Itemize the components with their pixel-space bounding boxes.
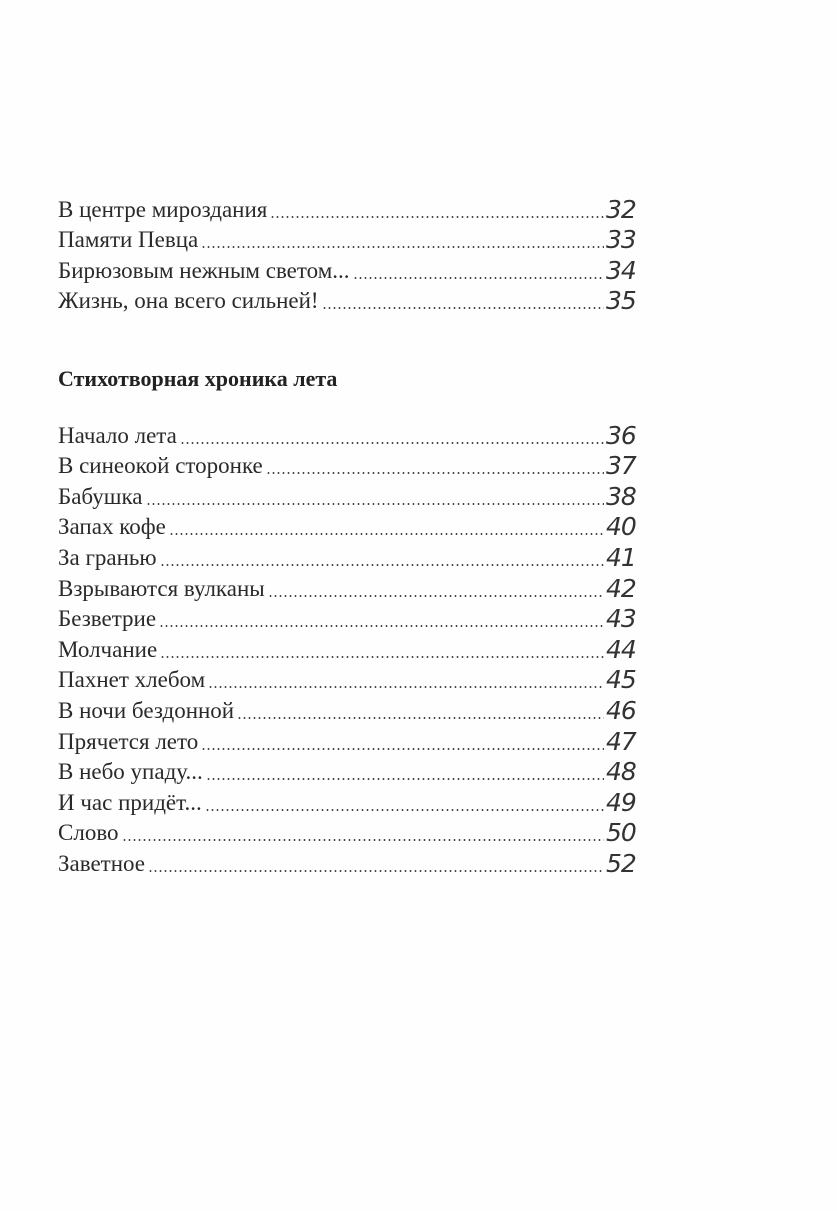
page-number: 35 (606, 286, 636, 316)
entry-title: Заветное (58, 850, 146, 876)
dot-leader (322, 307, 604, 309)
dot-leader (122, 839, 604, 841)
entry-title: Запах кофе (58, 514, 166, 540)
page-number: 47 (606, 726, 636, 756)
entry-title: Пахнет хлебом (58, 667, 206, 693)
entry-title: Начало лета (58, 422, 177, 448)
dot-leader (208, 686, 604, 688)
page-number: 46 (606, 695, 636, 725)
entry-title: В небо упаду... (58, 759, 203, 785)
entry-title: Памяти Певца (58, 227, 199, 253)
toc-entry (58, 540, 650, 571)
toc-entry (58, 510, 650, 541)
toc-entry (58, 816, 650, 847)
entry-title: Прячется лето (58, 728, 199, 754)
dot-leader (206, 778, 604, 780)
toc-entry (58, 755, 650, 786)
toc-entry (58, 418, 650, 449)
toc-entry (58, 632, 650, 663)
dot-leader (201, 748, 604, 750)
dot-leader (169, 533, 604, 535)
toc-entry (58, 602, 650, 633)
page-number: 34 (606, 255, 636, 285)
page-number: 37 (606, 451, 636, 481)
entry-title: В центре мироздания (58, 196, 268, 222)
section-heading: Стихотворная хроника лета (58, 366, 338, 391)
toc-entry (58, 724, 650, 755)
dot-leader (201, 246, 604, 248)
entry-title: В синеокой сторонке (58, 453, 263, 479)
toc-entry (58, 663, 650, 694)
entry-title: Жизнь, она всего сильней! (58, 288, 319, 314)
dot-leader (148, 870, 604, 872)
toc-entry (58, 693, 650, 724)
toc-entry (58, 571, 650, 602)
dot-leader (266, 472, 604, 474)
toc-entry (58, 846, 650, 877)
entry-title: В ночи бездонной (58, 697, 235, 723)
page-number: 52 (606, 848, 636, 878)
toc-entry (58, 192, 650, 223)
dot-leader (159, 625, 604, 627)
entry-title: Безветрие (58, 606, 157, 632)
dot-leader (180, 442, 604, 444)
entry-title: Взрываются вулканы (58, 575, 265, 601)
page-number: 33 (606, 225, 636, 255)
toc-entry (58, 253, 650, 284)
toc-entry (58, 223, 650, 254)
page-number: 32 (606, 194, 636, 224)
toc-entry (58, 479, 650, 510)
dot-leader (353, 277, 605, 279)
page-number: 49 (606, 787, 636, 817)
dot-leader (270, 216, 604, 218)
page-number: 44 (606, 634, 636, 664)
dot-leader (268, 595, 604, 597)
entry-title: Молчание (58, 636, 158, 662)
toc-entry (58, 284, 650, 315)
dot-leader (237, 717, 604, 719)
toc-entry (58, 449, 650, 480)
dot-leader (205, 809, 604, 811)
dot-leader (160, 564, 604, 566)
entry-title: Бабушка (58, 483, 143, 509)
page-number: 36 (606, 420, 636, 450)
entry-title: За гранью (58, 544, 157, 570)
page-number: 43 (606, 604, 636, 634)
page-number: 48 (606, 757, 636, 787)
dot-leader (160, 656, 604, 658)
entry-title: Бирюзовым нежным светом... (58, 257, 350, 283)
page-number: 42 (606, 573, 636, 603)
entry-title: Слово (58, 820, 119, 846)
page-number: 40 (606, 512, 636, 542)
page-number: 38 (606, 481, 636, 511)
entry-title: И час придёт... (58, 789, 202, 815)
page-number: 50 (606, 818, 636, 848)
toc-section-2 (58, 418, 650, 877)
page-number: 41 (606, 542, 636, 572)
dot-leader (146, 503, 605, 505)
toc-entry (58, 785, 650, 816)
page-number: 45 (606, 665, 636, 695)
toc-section-1 (58, 192, 650, 314)
